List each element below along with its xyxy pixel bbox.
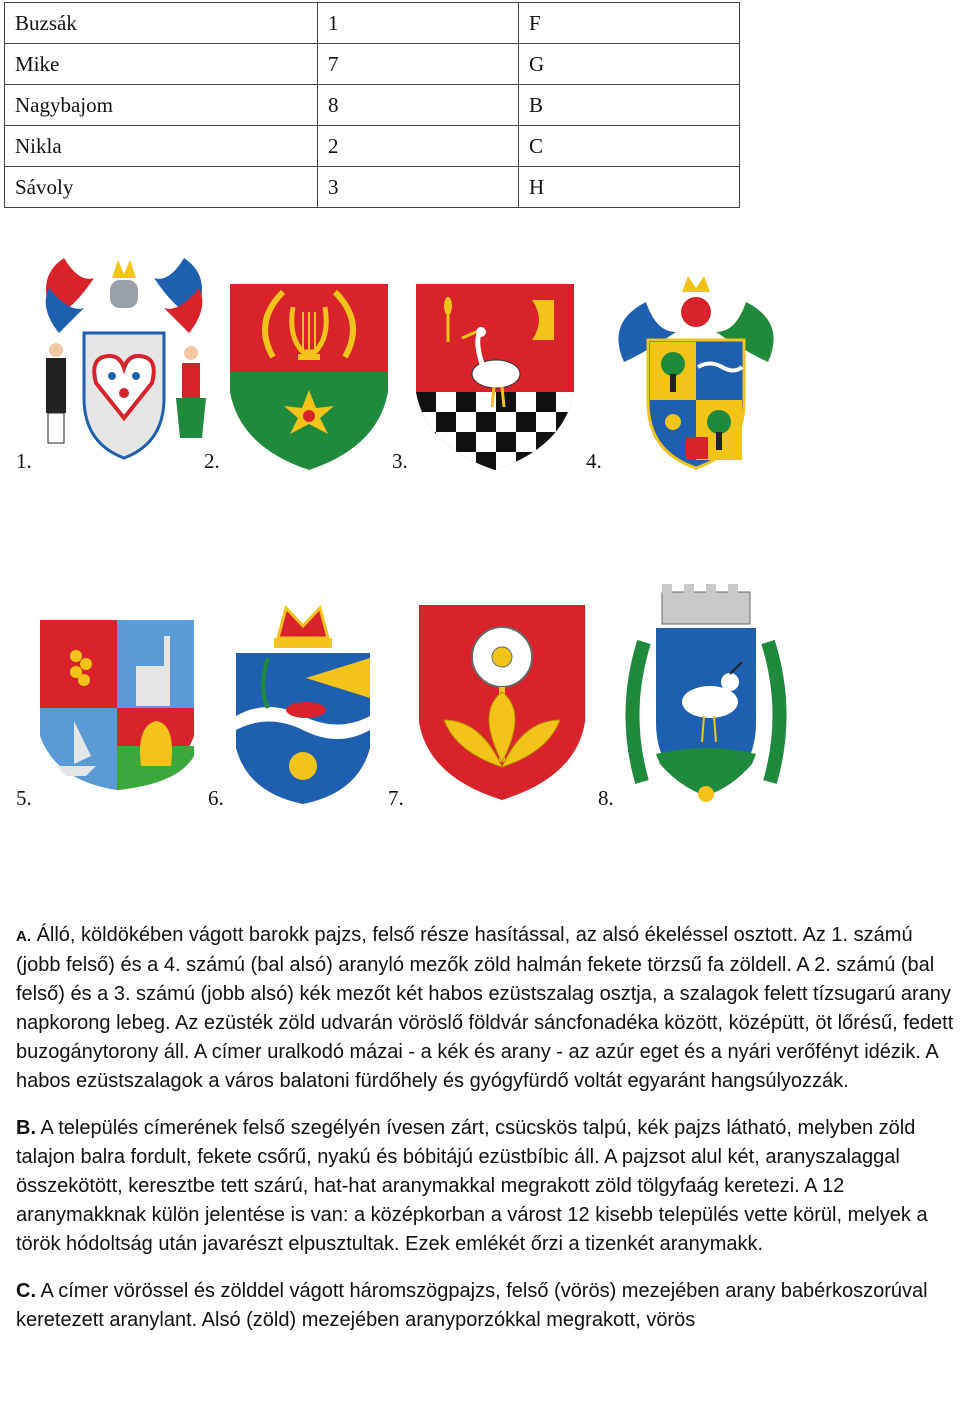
descriptions	[16, 921, 960, 1353]
crest-4-mike	[606, 272, 786, 472]
crest-number-4: 4.	[586, 449, 602, 473]
crest-number-cell: 8	[318, 85, 519, 126]
crest-6	[228, 598, 378, 806]
crest-number-cell: 7	[318, 44, 519, 85]
table-row	[5, 126, 740, 167]
description-letter: C.	[16, 1280, 36, 1302]
settlement-cell: Nikla	[5, 126, 318, 167]
description-letter-cell: F	[519, 3, 740, 44]
crest-5	[36, 616, 198, 794]
description-letter-cell: C	[519, 126, 740, 167]
crest-number-2: 2.	[204, 449, 220, 473]
description-letter: A.	[16, 928, 31, 945]
crest-8	[622, 582, 790, 808]
crest-number-5: 5.	[16, 786, 32, 810]
crest-number-cell: 3	[318, 167, 519, 208]
crest-3-savoly	[414, 282, 576, 472]
assignment-table	[4, 2, 740, 208]
settlement-cell: Nagybajom	[5, 85, 318, 126]
description-a	[16, 921, 960, 1096]
crest-number-7: 7.	[388, 786, 404, 810]
description-text: A település címerének felső szegélyén ívesen zárt, csücskös talpú, kék pajzs látható, melyben zöld talajon balra fordult, fekete csőrű, nyakú és bóbitájú ezüstbíbic áll. A pajzsot alul két, aranyszalaggal összekötött, keresztbe tett szárú, hat-hat aranymakkal megrakott zöld tölgyfaág keretezi. A 12 aranymakknak külön jelentése is van: a középkorban a várost 12 kisebb település vette körül, melyek a török hódoltság után javarészt elpusztultak. Ezek emlékét őrzi a tizenkét aranymakk.	[16, 1117, 928, 1255]
description-text: A címer vörössel és zölddel vágott háromszögpajzs, felső (vörös) mezejében arany babérkoszorúval keretezett aranylant. Alsó (zöld) mezejében aranyporzókkal megrakott, vörös	[16, 1280, 928, 1331]
description-letter-cell: H	[519, 167, 740, 208]
crest-7	[416, 602, 588, 802]
crest-number-3: 3.	[392, 449, 408, 473]
settlement-cell: Mike	[5, 44, 318, 85]
crest-number-1: 1.	[16, 449, 32, 473]
table-row	[5, 3, 740, 44]
settlement-cell: Sávoly	[5, 167, 318, 208]
table-row	[5, 167, 740, 208]
crest-2-nikla	[228, 282, 390, 472]
crest-number-8: 8.	[598, 786, 614, 810]
table-row	[5, 85, 740, 126]
crest-1-buzsak	[34, 238, 214, 468]
crest-number-cell: 2	[318, 126, 519, 167]
description-letter-cell: B	[519, 85, 740, 126]
description-c	[16, 1277, 960, 1335]
crest-number-cell: 1	[318, 3, 519, 44]
description-letter: B.	[16, 1117, 36, 1139]
description-b	[16, 1114, 960, 1259]
table-row	[5, 44, 740, 85]
description-text: Álló, köldökében vágott barokk pajzs, felső része hasítással, az alsó ékeléssel osztott. Az 1. számú (jobb felső) és a 4. számú (bal alsó) aranyló mezők zöld halmán fekete törzsű fa zöldell. A 2. számú (bal felső) és a 3. számú (jobb alsó) kék mezőt két habos ezüstszalag osztja, a szalagok felett tízsugarú arany napkorong lebeg. Az ezüsték zöld udvarán vöröslő földvár sáncfonadéka között, középütt, öt lőrésű, fedett buzogánytorony áll. A címer uralkodó mázai - a kék és arany - az azúr eget és a nyári verőfényt idézik. A habos ezüstszalagok a város balatoni fürdőhely és gyógyfürdő voltát egyaránt hangsúlyozzák.	[16, 924, 954, 1092]
crest-number-6: 6.	[208, 786, 224, 810]
settlement-cell: Buzsák	[5, 3, 318, 44]
description-letter-cell: G	[519, 44, 740, 85]
